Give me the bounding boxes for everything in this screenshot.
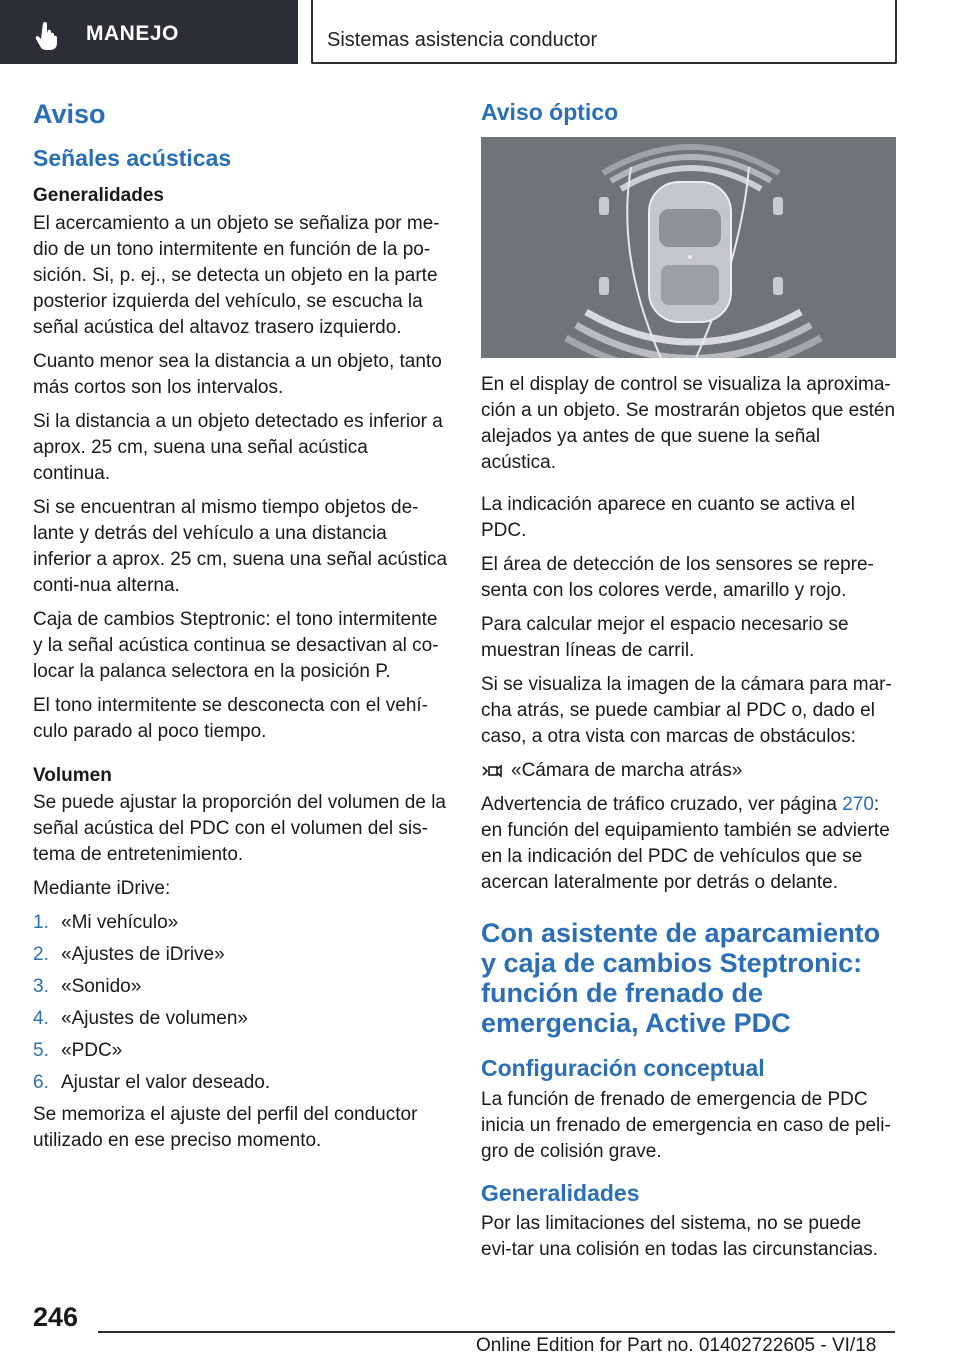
paragraph: El tono intermitente se desconecta con el vehí-culo parado al poco tiempo.	[33, 694, 429, 742]
list-item: 3. «Sonido»	[33, 976, 142, 998]
right-column	[481, 98, 896, 1271]
edition-note: Online Edition for Part no. 01402722605 - VI/18	[476, 1335, 877, 1356]
heading-asistente-aparcamiento: Con asistente de aparcamiento y caja de cambios Steptronic: función de frenado de emergencia, Active PDC	[481, 917, 881, 1038]
paragraph: Para calcular mejor el espacio necesario se muestran líneas de carril.	[481, 613, 849, 661]
list-item: 6. Ajustar el valor deseado.	[33, 1072, 271, 1094]
section-label: MANEJO	[86, 22, 179, 45]
heading-aviso: Aviso	[33, 99, 106, 129]
camera-option-label: «Cámara de marcha atrás»	[511, 759, 743, 781]
pdc-display-image	[481, 137, 896, 358]
heading-aviso-optico: Aviso óptico	[481, 99, 619, 125]
list-item: 1. «Mi vehículo»	[33, 912, 179, 934]
paragraph: Si se visualiza la imagen de la cámara para mar-cha atrás, se puede cambiar al PDC o, dado el caso, a otra vista con marcas de obstáculos:	[481, 673, 892, 747]
paragraph: Si la distancia a un objeto detectado es inferior a aprox. 25 cm, suena una señal acústica continua.	[33, 410, 443, 484]
heading-volumen: Volumen	[33, 764, 112, 786]
footer-divider	[98, 1331, 895, 1333]
heading-senales-acusticas: Señales acústicas	[33, 145, 232, 172]
list-item: 4. «Ajustes de volumen»	[33, 1008, 248, 1030]
paragraph: Por las limitaciones del sistema, no se puede evi-tar una colisión en todas las circunstancias.	[481, 1213, 879, 1261]
paragraph: El acercamiento a un objeto se señaliza por me-dio de un tono intermitente en función de la po-sición. Si, p. ej., se detecta un objeto en la parte posterior izquierda del vehículo, se escucha la señal acústica del altavoz trasero izquierdo.	[33, 212, 440, 338]
paragraph: Si se encuentran al mismo tiempo objetos de-lante y detrás del vehículo a una distancia inferior a aprox. 25 cm, suena una señal acústica conti-nua alterna.	[33, 496, 448, 596]
page-number: 246	[33, 1302, 79, 1332]
heading-generalidades: Generalidades	[33, 185, 164, 207]
paragraph: Mediante iDrive:	[33, 878, 171, 900]
paragraph: Se puede ajustar la proporción del volumen de la señal acústica del PDC con el volumen del sis-tema de entretenimiento.	[33, 792, 446, 866]
paragraph: Advertencia de tráfico cruzado, ver página 270: en función del equipamiento también se advierte en la indicación del PDC de vehículos que se acercan lateralmente por detrás o delante.	[481, 793, 890, 893]
paragraph: La indicación aparece en cuanto se activa el PDC.	[481, 493, 855, 541]
left-column	[33, 98, 448, 1162]
paragraph: Caja de cambios Steptronic: el tono intermitente y la señal acústica continua se desactivan al co-locar la palanca selectora en la posición P.	[33, 608, 439, 682]
header-section-tab	[0, 0, 298, 64]
chapter-header	[311, 0, 897, 64]
list-item: 5. «PDC»	[33, 1040, 123, 1062]
paragraph: El área de detección de los sensores se repre-senta con los colores verde, amarillo y rojo.	[481, 553, 874, 601]
paragraph: En el display de control se visualiza la aproxima-ción a un objeto. Se mostrarán objetos que estén alejados ya antes de que suene la señal acústica.	[481, 373, 896, 473]
paragraph: Cuanto menor sea la distancia a un objeto, tanto más cortos son los intervalos.	[33, 350, 442, 398]
steps-list	[33, 910, 448, 1096]
hand-pointer-icon	[34, 20, 64, 50]
list-item: 2. «Ajustes de iDrive»	[33, 944, 225, 966]
chapter-title: Sistemas asistencia conductor	[327, 29, 598, 51]
camera-option	[481, 758, 896, 784]
heading-configuracion-conceptual: Configuración conceptual	[481, 1054, 765, 1081]
paragraph: La función de frenado de emergencia de PDC inicia un frenado de emergencia en caso de peli-gro de colisión grave.	[481, 1088, 891, 1162]
rear-camera-icon	[481, 761, 503, 781]
page-link[interactable]: 270	[842, 793, 874, 815]
heading-generalidades-right: Generalidades	[481, 1179, 640, 1206]
paragraph: Se memoriza el ajuste del perfil del conductor utilizado en ese preciso momento.	[33, 1104, 418, 1152]
